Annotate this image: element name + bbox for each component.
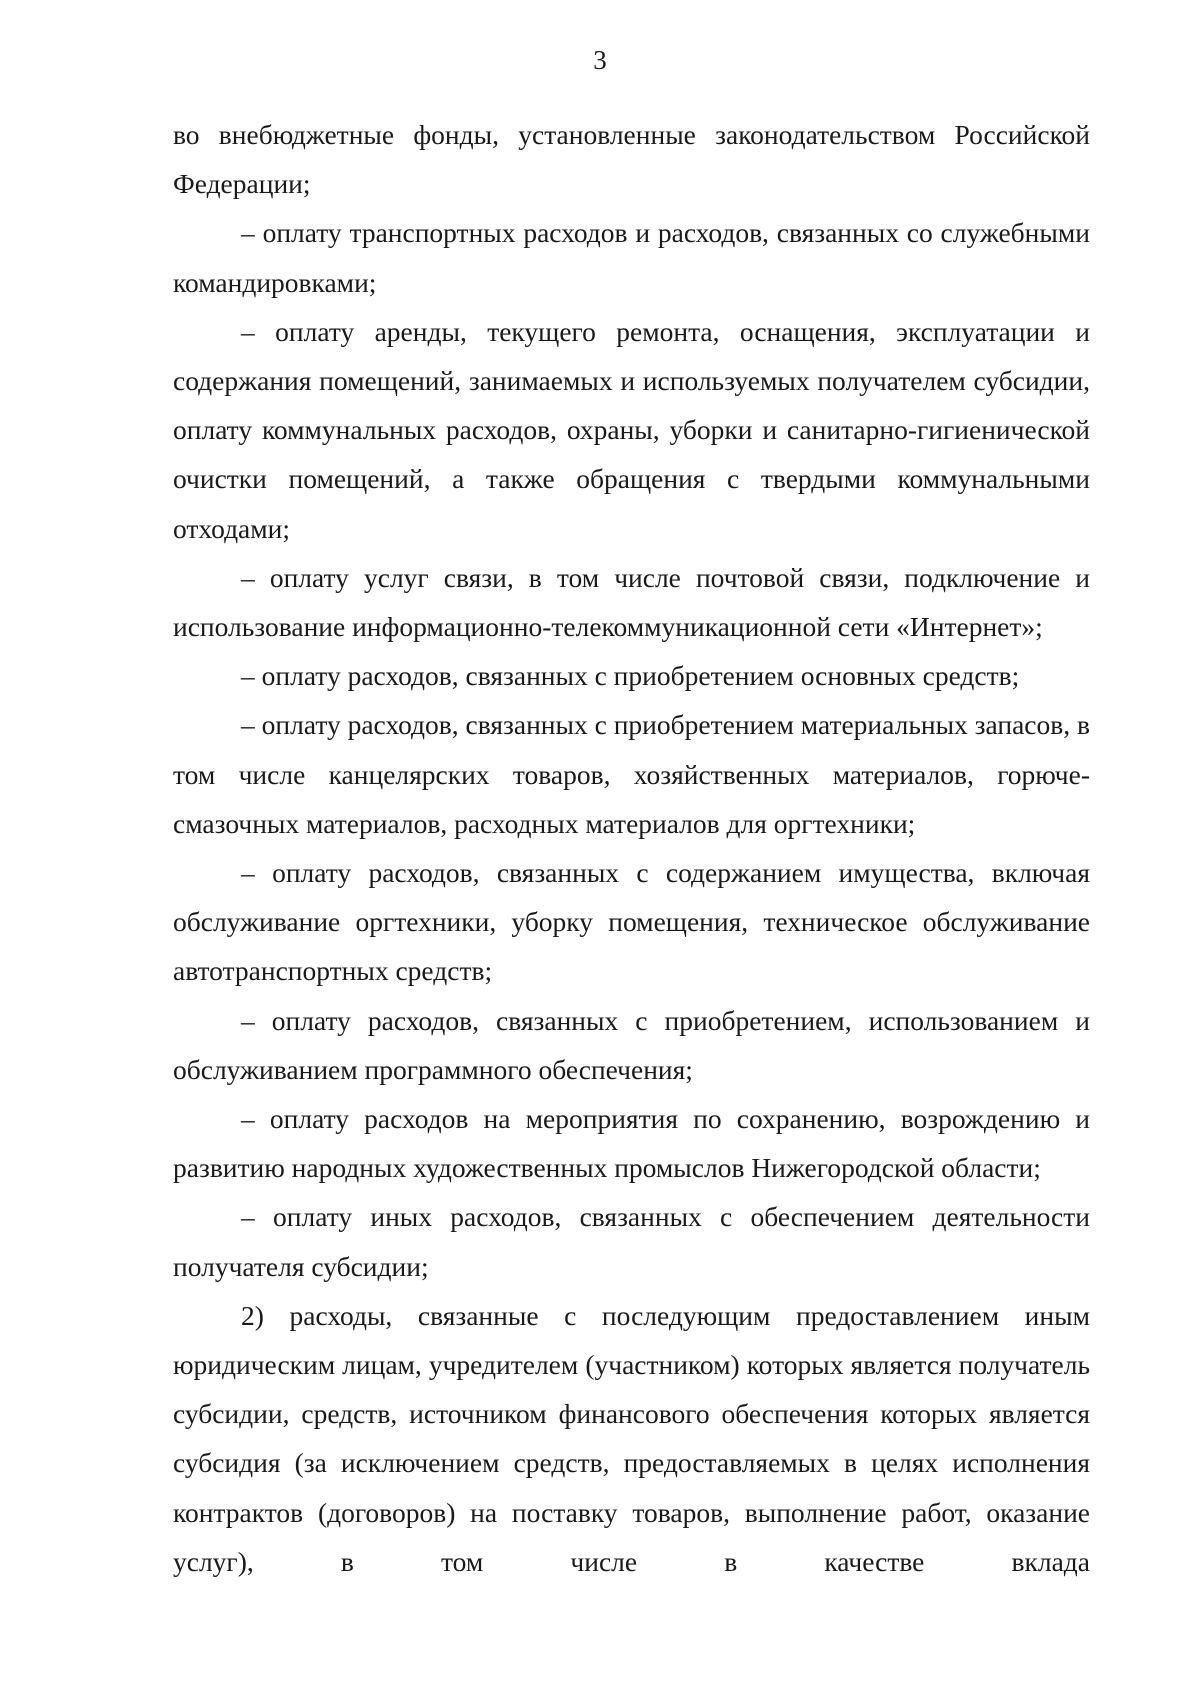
paragraph-transport-expenses: – оплату транспортных расходов и расходов, связанных со служебными командировками; <box>173 217 1090 298</box>
paragraph-communication-expenses: – оплату услуг связи, в том числе почтовой связи, подключение и использование информационно-телекоммуникационной сети «Интернет»; <box>173 561 1090 643</box>
paragraph-item-2: 2) расходы, связанные с последующим предоставлением иным юридическим лицам, учредителем (участником) которых является получатель субсидии, средств, источником финансового обеспечения которых является субсидия (за исключением средств, предоставляемых в целях исполнения контрактов (договоров) на поставку товаров, выполнение работ, оказание услуг), в том числе в качестве вклада <box>173 1299 1090 1577</box>
paragraph-premises-expenses: – оплату аренды, текущего ремонта, оснащения, эксплуатации и содержания помещений, занимаемых и используемых получателем субсидии, оплату коммунальных расходов, охраны, уборки и санитарно-гигиенической очистки помещений, а также обращения с твердыми коммунальными отходами; <box>173 315 1090 544</box>
document-body <box>173 110 1090 1586</box>
paragraph-fixed-assets: – оплату расходов, связанных с приобретением основных средств; <box>241 660 1020 692</box>
paragraph-other-expenses: – оплату иных расходов, связанных с обеспечением деятельности получателя субсидии; <box>173 1201 1090 1282</box>
page-number: 3 <box>593 45 607 75</box>
paragraph-continuation: во внебюджетные фонды, установленные законодательством Российской Федерации; <box>173 119 1090 200</box>
paragraph-material-stocks: – оплату расходов, связанных с приобретением материальных запасов, в том числе канцелярских товаров, хозяйственных материалов, горюче-смазочных материалов, расходных материалов для оргтехники; <box>173 709 1090 839</box>
paragraph-property-maintenance: – оплату расходов, связанных с содержанием имущества, включая обслуживание оргтехники, уборку помещения, техническое обслуживание автотранспортных средств; <box>173 857 1090 987</box>
paragraph-software: – оплату расходов, связанных с приобретением, использованием и обслуживанием программного обеспечения; <box>173 1004 1090 1085</box>
paragraph-folk-crafts: – оплату расходов на мероприятия по сохранению, возрождению и развитию народных художественных промыслов Нижегородской области; <box>173 1103 1090 1184</box>
